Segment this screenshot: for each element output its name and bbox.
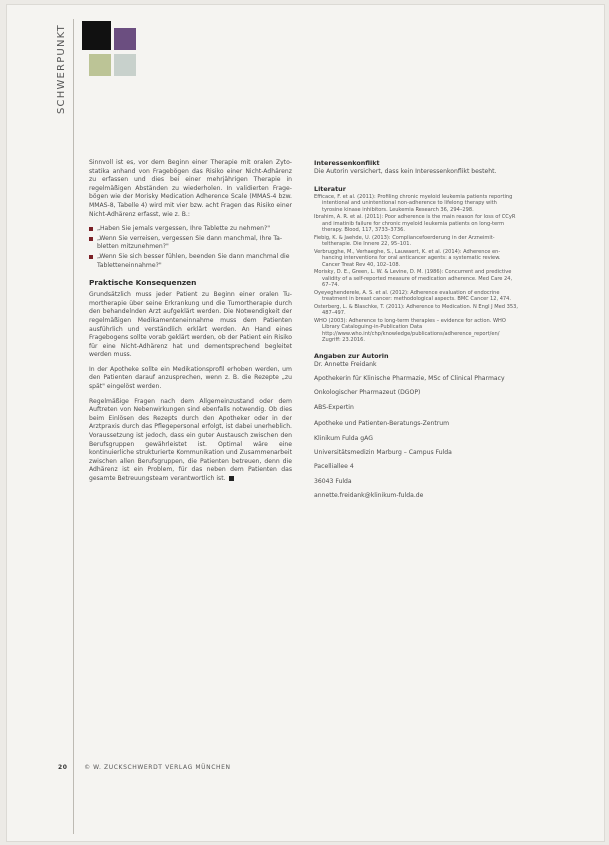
author-title: Onkologischer Pharmazeut (DGOP)	[314, 389, 421, 397]
end-mark-icon	[229, 476, 234, 481]
reference-item: WHO (2003): Adherence to long-term therapies – evidence for action. WHO Library Cataloguing-in-Publication Data http://www.who.int/chp/knowledge/publications/adherence_report/en/ Zugriff: 23.2016.	[314, 317, 506, 344]
paragraph-last	[89, 398, 292, 484]
author-title: ABS-Expertin	[314, 403, 354, 411]
bullet-square-icon	[89, 237, 93, 241]
author-section	[314, 352, 518, 413]
literature-section	[314, 185, 518, 344]
author-name: Dr. Annette Freidank	[314, 360, 377, 368]
paragraph: In der Apotheke sollte ein Medikationsprofil erhoben werden, um den Patienten darauf anzusprechen, wenn z. B. die Rezepte „zu spät" eingelöst werden.	[89, 365, 292, 391]
address-line: Klinikum Fulda gAG	[314, 434, 373, 442]
section-heading: Praktische Konsequenzen	[89, 278, 197, 288]
address-line: Pacelliallee 4	[314, 463, 354, 471]
list-item-text: „Haben Sie jemals vergessen, Ihre Tablette zu nehmen?"	[97, 225, 271, 233]
bullet-square-icon	[89, 227, 93, 231]
reference-item: Fiebig, K. & Jaehde, U. (2013): Compliancefoerderung in der Arzneimitteltherapie. Die Innere 22, 95–101.	[314, 234, 495, 248]
list-item-text: „Wenn Sie verreisen, vergessen Sie dann manchmal, Ihre Tabletten mitzunehmen?"	[97, 234, 283, 251]
list-item	[89, 253, 292, 270]
list-item	[89, 235, 292, 252]
address-line: 36043 Fulda	[314, 477, 352, 485]
decor-square-olive	[89, 54, 111, 76]
list-item-text: „Wenn Sie sich besser fühlen, beenden Sie dann manchmal die Tabletteneinnahme?"	[97, 252, 290, 269]
paragraph: Grundsätzlich muss jeder Patient zu Beginn einer oralen Tumortherapie über seine Erkrankung und die Tumortherapie durch den behandelnden Arzt aufgeklärt werden. Die Notwendigkeit der regelmäßigen Medikamenteneinnahme muss dem Patienten ausführlich und verständlich erklärt werden. An Hand eines Fragebogens sollte vorab geklärt werden, ob der Patient ein Risiko für eine Nicht-Adhärenz hat und dementsprechend begleitet werden muss.	[89, 291, 292, 359]
conflict-section	[314, 159, 518, 177]
margin-divider	[73, 19, 74, 834]
decor-square-purple	[114, 28, 136, 50]
right-column	[314, 159, 518, 509]
list-item	[89, 225, 292, 234]
author-email: annette.freidank@klinikum-fulda.de	[314, 492, 424, 500]
address-line: Apotheke und Patienten-Beratungs-Zentrum	[314, 420, 450, 428]
reference-item: Osterberg, L. & Blaschke, T. (2011): Adherence to Medication. N Engl J Med 353, 487–497.	[314, 303, 518, 317]
reference-item: Morisky, D. E., Green, L. W. & Levine, D. M. (1986): Concurrent and predictive validity of a self-reported measure of medication adherence. Med Care 24, 67–74.	[314, 269, 513, 289]
address-line: Universitätsmedizin Marburg – Campus Fulda	[314, 449, 452, 457]
page-footer	[58, 764, 231, 771]
author-heading: Angaben zur Autorin	[314, 351, 389, 360]
literature-heading: Literatur	[314, 184, 346, 193]
decor-square-black	[82, 21, 111, 50]
reference-item: Ibrahim, A. R. et al. (2011): Poor adherence is the main reason for loss of CCyR and imatinib failure for chronic myeloid leukemia patients on long-term therapy. Blood, 117, 3733–3736.	[314, 214, 516, 234]
conflict-text: Die Autorin versichert, dass kein Interessenkonflikt besteht.	[314, 168, 497, 175]
decor-square-grey	[114, 54, 136, 76]
reference-item: Oyeyeghenderele, A. S. et al. (2012): Adherence evaluation of endocrine treatment in breast cancer: methodological aspects. BMC Cancer 12, 474.	[314, 289, 512, 303]
intro-paragraph: Sinnvoll ist es, vor dem Beginn einer Therapie mit oralen Zytostatika anhand von Fragebögen das Risiko einer Nicht-Adhärenz zu erfassen und dies bei einer mehrjährigen Therapie in regelmäßigen Abständen zu wiederholen. In validierten Fragebögen wie der Morisky Medication Adherence Scale (MMAS-4 bzw. MMAS-8, Tabelle 4) wird mit vier bzw. acht Fragen das Risiko einer Nicht-Adhärenz erfasst, wie z. B.:	[89, 159, 292, 218]
bullet-square-icon	[89, 255, 93, 259]
address-section	[314, 420, 518, 500]
left-column	[89, 159, 292, 490]
paragraph-text: Regelmäßige Fragen nach dem Allgemeinzustand oder dem Auftreten von Nebenwirkungen sind ebenfalls notwendig. Ob dies beim Einlösen des Rezepts durch den Apotheker oder in der Arztpraxis durch das Pflegepersonal erfolgt, ist dabei unerheblich. Voraussetzung ist jedoch, dass ein guter Austausch zwischen den Berufsgruppen gewährleistet ist. Optimal wäre eine kontinuierliche strukturierte Kommunikation und Zusammenarbeit zwischen allen Berufsgruppen, die Patienten betreuen, denn die Adhärenz ist ein Problem, für das neben dem Patienten das gesamte Betreuungsteam verantwortlich ist.	[89, 397, 292, 482]
reference-item: Efficace, F. et al. (2011): Profiling chronic myeloid leukemia patients reporting intentional and unintentional non-adherence to lifelong therapy with tyrosine kinase inhibitors. Leukemia Research 36, 294–298.	[314, 193, 513, 213]
publisher-credit: © W. ZUCKSCHWERDT VERLAG MÜNCHEN	[84, 764, 231, 771]
section-label: SCHWERPUNKT	[56, 24, 67, 114]
conflict-heading: Interessenkonflikt	[314, 159, 380, 167]
author-title: Apothekerin für Klinische Pharmazie, MSc of Clinical Pharmacy	[314, 375, 505, 382]
reference-item: Verbrugghe, M., Verhaeghe, S., Lauwaert, K. et al. (2014): Adherence enhancing interventions for oral anticancer agents: a systematic review. Cancer Treat Rev 40, 102–108.	[314, 248, 501, 268]
page-number: 20	[58, 764, 68, 771]
question-list	[89, 225, 292, 270]
